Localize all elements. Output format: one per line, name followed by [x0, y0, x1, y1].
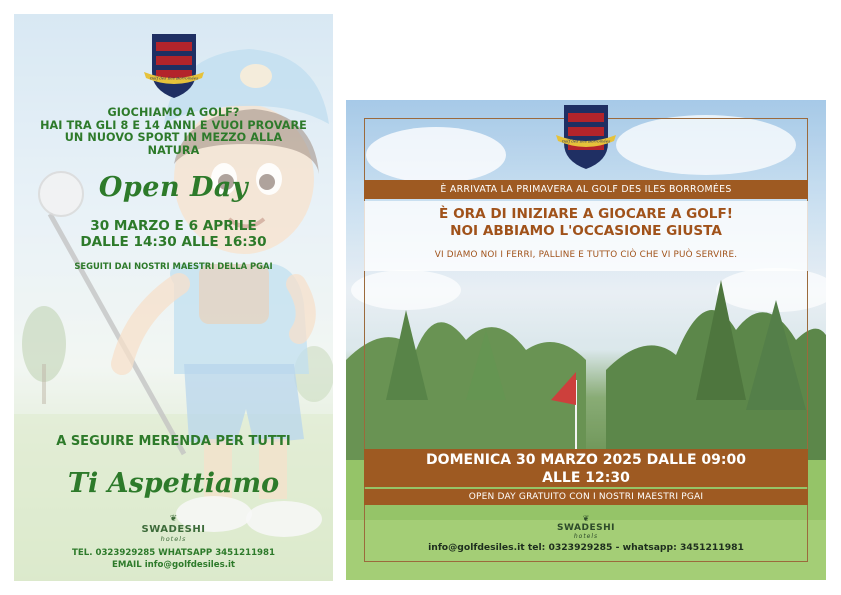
right-poster	[346, 100, 826, 580]
email-line: EMAIL info@golfdesiles.it	[111, 559, 236, 570]
question-line: NATURA	[147, 143, 200, 157]
swadeshi-logo	[14, 514, 333, 543]
question-line: GIOCHIAMO A GOLF?	[107, 106, 240, 119]
closing-title: Ti Aspettiamo	[67, 468, 280, 499]
snack-note: A SEGUIRE MERENDA PER TUTTI	[56, 434, 291, 449]
event-date-line: DOMENICA 30 MARZO 2025 DALLE 09:00	[426, 452, 746, 468]
contacts	[14, 548, 333, 571]
headline-line: È ORA DI INIZIARE A GIOCARE A GOLF!	[439, 206, 733, 222]
time-line: DALLE 14:30 ALLE 16:30	[80, 234, 267, 250]
contacts: info@golfdesiles.it tel: 0323929285 - whatsapp: 3451211981	[428, 542, 744, 553]
question-text	[14, 107, 333, 157]
brand-name: SWADESHI	[557, 523, 615, 533]
crest-caption: Golf des Iles Borromées	[561, 138, 611, 144]
subline: VI DIAMO NOI I FERRI, PALLINE E TUTTO CIÒ CHE VI PUÒ SERVIRE.	[434, 250, 738, 260]
golf-club-crest-logo	[554, 103, 618, 171]
swadeshi-logo	[346, 514, 826, 540]
teachers-note: SEGUITI DAI NOSTRI MAESTRI DELLA PGAI	[74, 261, 273, 271]
brand-name: SWADESHI	[141, 524, 206, 535]
brand-sub: hotels	[573, 533, 599, 540]
phone-line: TEL. 0323929285 WHATSAPP 3451211981	[72, 548, 275, 558]
left-poster	[14, 14, 333, 581]
golf-club-crest-logo	[142, 32, 206, 100]
event-dates	[14, 218, 333, 250]
event-time-line: ALLE 12:30	[542, 470, 630, 486]
dates-line: 30 MARZO E 6 APRILE	[90, 218, 257, 234]
crest-caption: Golf des Iles Borromées	[149, 75, 199, 81]
question-line: HAI TRA GLI 8 E 14 ANNI E VUOI PROVARE	[40, 118, 307, 132]
brand-sub: hotels	[160, 535, 187, 543]
question-line: UN NUOVO SPORT IN MEZZO ALLA	[64, 131, 283, 144]
event-note-banner: OPEN DAY GRATUITO CON I NOSTRI MAESTRI PGAI	[364, 489, 808, 505]
leaf-icon: ❦	[582, 514, 590, 523]
event-date-banner	[364, 449, 808, 487]
leaf-icon: ❦	[169, 514, 178, 524]
spring-banner: È ARRIVATA LA PRIMAVERA AL GOLF DES ILES BORROMÉES	[364, 180, 808, 199]
open-day-title: Open Day	[98, 172, 249, 203]
headline	[346, 206, 826, 239]
headline-line: NOI ABBIAMO L'OCCASIONE GIUSTA	[450, 222, 722, 239]
